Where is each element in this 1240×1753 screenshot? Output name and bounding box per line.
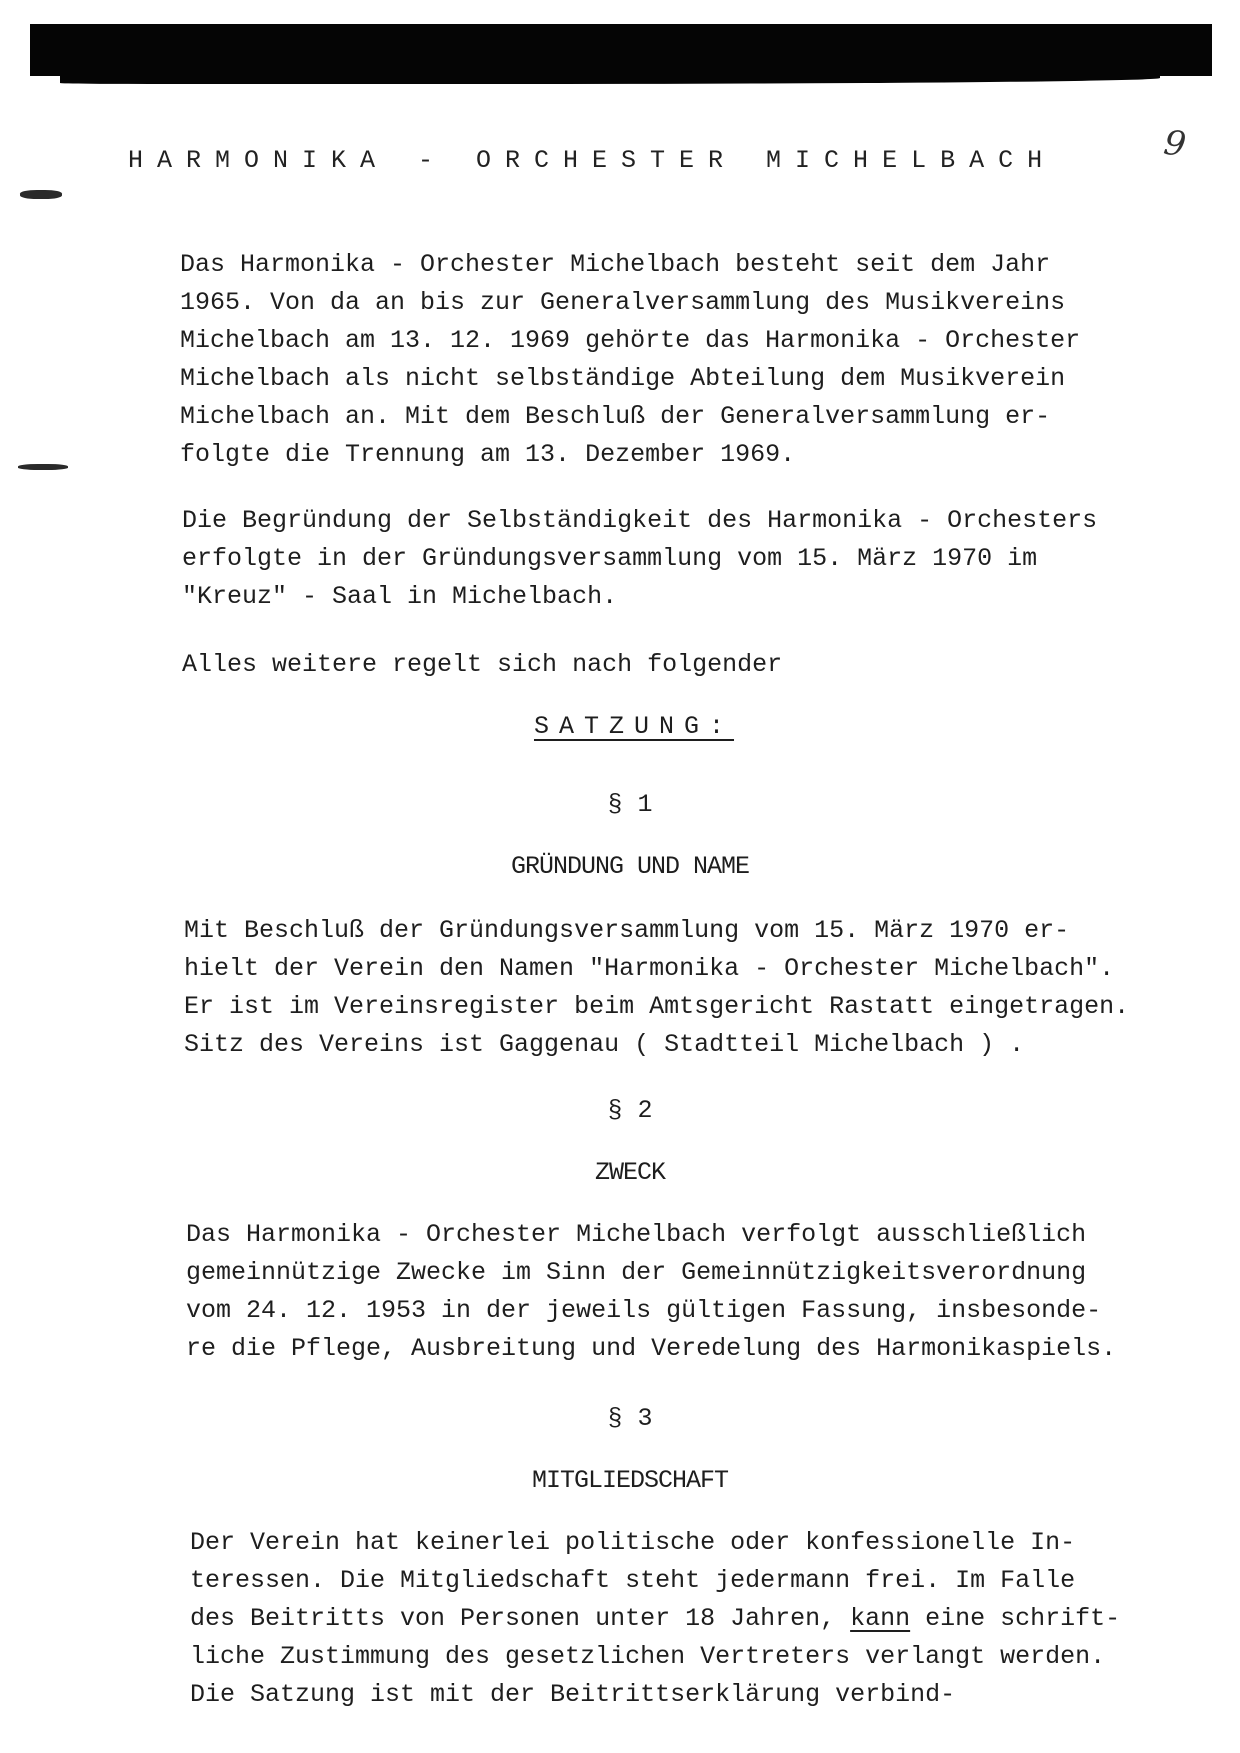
section-line: Er ist im Vereinsregister beim Amtsgericht Rastatt eingetragen.	[184, 992, 1130, 1021]
section-heading: ZWECK	[594, 1158, 665, 1187]
punch-mark-top	[20, 190, 62, 199]
underlined-word: kann	[850, 1604, 911, 1633]
intro-line: erfolgte in der Gründungsversammlung vom 15. März 1970 im	[182, 544, 1038, 573]
line-text: des Beitritts von Personen unter 18 Jahren,	[190, 1604, 851, 1633]
section-2-body	[186, 1216, 1116, 1368]
intro-line: Alles weitere regelt sich nach folgender	[182, 650, 783, 679]
intro-line: folgte die Trennung am 13. Dezember 1969.	[180, 440, 796, 469]
section-heading: GRÜNDUNG UND NAME	[510, 852, 750, 881]
intro-line: Michelbach am 13. 12. 1969 gehörte das Harmonika - Orchester	[180, 326, 1081, 355]
intro-line: 1965. Von da an bis zur Generalversammlung des Musikvereins	[180, 288, 1066, 317]
section-line: hielt der Verein den Namen "Harmonika - Orchester Michelbach".	[184, 954, 1115, 983]
section-line: vom 24. 12. 1953 in der jeweils gültigen Fassung, insbesonde-	[186, 1296, 1102, 1325]
section-1-body	[184, 912, 1129, 1064]
section-number: § 2	[607, 1096, 653, 1125]
section-line: Mit Beschluß der Gründungsversammlung vom 15. März 1970 er-	[184, 916, 1070, 945]
handwritten-page-number: 9	[1161, 122, 1189, 166]
intro-line: "Kreuz" - Saal in Michelbach.	[182, 582, 618, 611]
document-header: HARMONIKA - ORCHESTER MICHELBACH	[128, 146, 1057, 175]
section-line: liche Zustimmung des gesetzlichen Vertreters verlangt werden.	[190, 1642, 1106, 1671]
intro-line: Michelbach als nicht selbständige Abteilung dem Musikverein	[180, 364, 1066, 393]
intro-paragraph-3	[182, 646, 782, 684]
section-line: Das Harmonika - Orchester Michelbach verfolgt ausschließlich	[186, 1220, 1087, 1249]
intro-line: Die Begründung der Selbständigkeit des Harmonika - Orchesters	[182, 506, 1098, 535]
section-3-body	[190, 1524, 1120, 1714]
intro-line: Das Harmonika - Orchester Michelbach besteht seit dem Jahr	[180, 250, 1051, 279]
section-line: teressen. Die Mitgliedschaft steht jedermann frei. Im Falle	[190, 1566, 1076, 1595]
intro-paragraph-2	[182, 502, 1097, 616]
scan-edge-shadow	[60, 74, 1160, 84]
satzung-title: SATZUNG:	[533, 712, 735, 741]
intro-line: Michelbach an. Mit dem Beschluß der Generalversammlung er-	[180, 402, 1051, 431]
section-heading: MITGLIEDSCHAFT	[531, 1466, 729, 1495]
punch-mark-middle	[18, 464, 68, 470]
section-number: § 3	[607, 1404, 653, 1433]
section-line: re die Pflege, Ausbreitung und Veredelung des Harmonikaspiels.	[186, 1334, 1117, 1363]
scan-edge-black-bar	[30, 24, 1212, 76]
section-line: Sitz des Vereins ist Gaggenau ( Stadtteil Michelbach ) .	[184, 1030, 1025, 1059]
section-line: Die Satzung ist mit der Beitrittserklärung verbind-	[190, 1680, 956, 1709]
line-text: eine schrift-	[910, 1604, 1121, 1633]
intro-paragraph-1	[180, 246, 1080, 474]
section-line: gemeinnützige Zwecke im Sinn der Gemeinnützigkeitsverordnung	[186, 1258, 1087, 1287]
section-line: Der Verein hat keinerlei politische oder konfessionelle In-	[190, 1528, 1076, 1557]
section-line-with-emphasis	[190, 1600, 1120, 1638]
section-number: § 1	[607, 790, 653, 819]
